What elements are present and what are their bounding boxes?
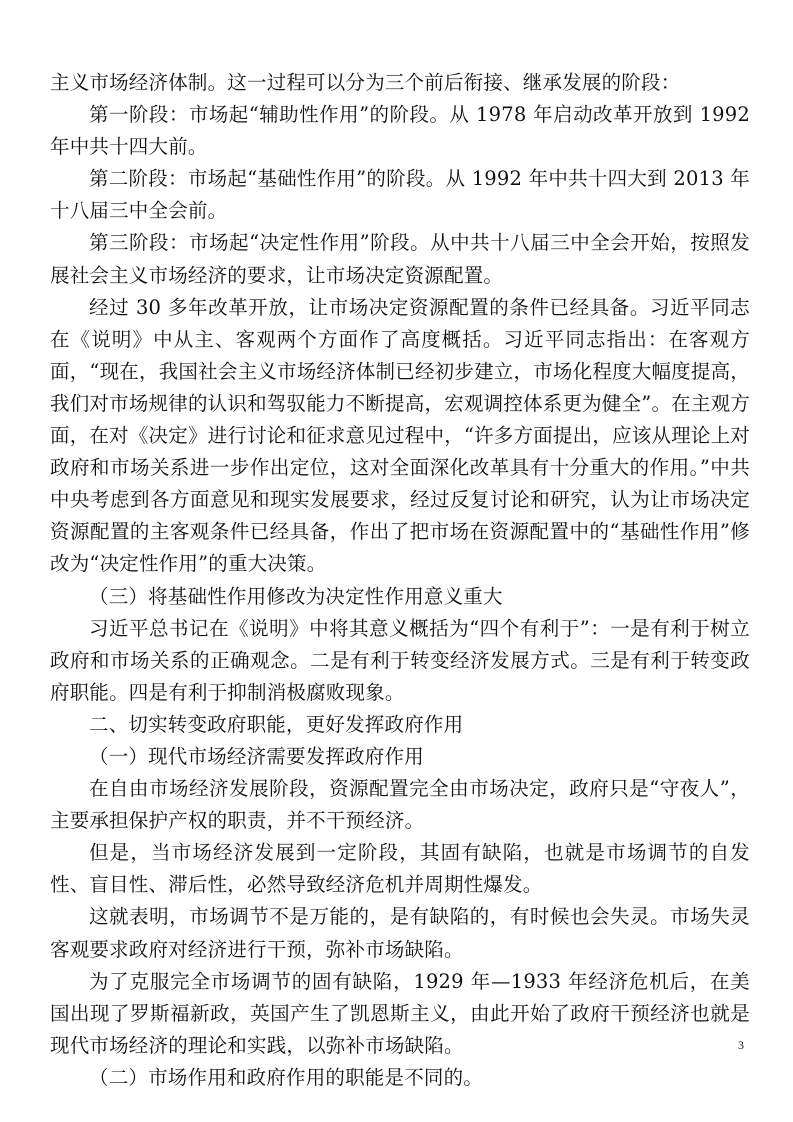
- section-heading-government-functions: 二、切实转变政府职能，更好发挥政府作用: [89, 712, 464, 736]
- paragraph-four-benefits: 习近平总书记在《说明》中将其意义概括为“四个有利于”：一是有利于树立政府和市场关系的正确观念。二是有利于转变经济发展方式。三是有利于转变政府职能。四是有利于抑制消极腐败现象。: [50, 616, 750, 704]
- subsection-heading-different-functions: （二）市场作用和政府作用的职能是不同的。: [89, 1065, 484, 1089]
- paragraph-conditions: 经过 30 多年改革开放，让市场决定资源配置的条件已经具备。习近平同志在《说明》中从主、客观两个方面作了高度概括。习近平同志指出：在客观方面，“现在，我国社会主义市场经济体制已经初步建立，市场化程度大幅度提高，我们对市场规律的认识和驾驭能力不断提高，宏观调控体系更为健全”。在主观方面，在对《决定》进行讨论和征求意见过程中，“许多方面提出，应该从理论上对政府和市场关系进一步作出定位，这对全面深化改革具有十分重大的作用。”中共中央考虑到各方面意见和现实发展要求，经过反复讨论和研究，认为让市场决定资源配置的主客观条件已经具备，作出了把市场在资源配置中的“基础性作用”修改为“决定性作用”的重大决策。: [50, 295, 750, 576]
- paragraph-market-defects: 但是，当市场经济发展到一定阶段，其固有缺陷，也就是市场调节的自发性、盲目性、滞后性，必然导致经济危机并周期性爆发。: [50, 841, 750, 897]
- paragraph-market-failure: 这就表明，市场调节不是万能的，是有缺陷的，有时候也会失灵。市场失灵客观要求政府对经济进行干预，弥补市场缺陷。: [50, 905, 750, 961]
- paragraph-stage-one: 第一阶段：市场起“辅助性作用”的阶段。从 1978 年启动改革开放到 1992 年中共十四大前。: [50, 103, 750, 159]
- section-heading-significance: （三）将基础性作用修改为决定性作用意义重大: [89, 584, 503, 608]
- page-number: 3: [738, 1038, 744, 1052]
- paragraph-free-market-stage: 在自由市场经济发展阶段，资源配置完全由市场决定，政府只是“守夜人”，主要承担保护产权的职责，并不干预经济。: [50, 777, 750, 833]
- paragraph-economic-crisis: 为了克服完全市场调节的固有缺陷，1929 年—1933 年经济危机后，在美国出现了罗斯福新政，英国产生了凯恩斯主义，由此开始了政府干预经济也就是现代市场经济的理论和实践，以弥补市场缺陷。: [50, 969, 750, 1057]
- document-body: [50, 67, 750, 1094]
- paragraph-continuation: 主义市场经济体制。这一过程可以分为三个前后衔接、继承发展的阶段：: [50, 71, 681, 94]
- paragraph-stage-three: 第三阶段：市场起“决定性作用”阶段。从中共十八届三中全会开始，按照发展社会主义市场经济的要求，让市场决定资源配置。: [50, 231, 750, 287]
- paragraph-stage-two: 第二阶段：市场起“基础性作用”的阶段。从 1992 年中共十四大到 2013 年十八届三中全会前。: [50, 167, 750, 223]
- subsection-heading-government-role: （一）现代市场经济需要发挥政府作用: [89, 744, 424, 768]
